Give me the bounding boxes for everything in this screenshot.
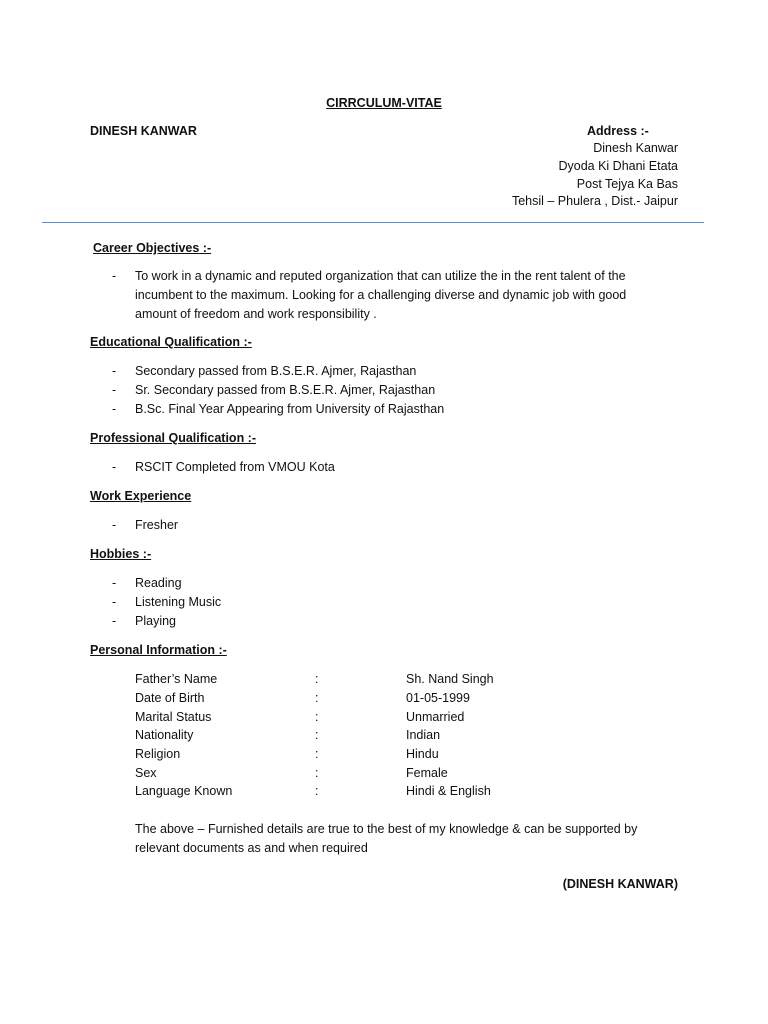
career-objectives-heading [93,241,211,255]
personal-separator: : [315,710,319,724]
personal-value: 01-05-1999 [406,691,470,705]
declaration-line: The above – Furnished details are true to the best of my knowledge & can be supported by [135,822,638,836]
bullet-dash: - [112,576,117,590]
bullet-dash: - [112,595,117,609]
bullet-dash: - [112,402,117,416]
personal-separator: : [315,747,319,761]
personal-separator: : [315,672,319,686]
career-objective-line: To work in a dynamic and reputed organization that can utilize the in the rent talent of the [135,269,626,283]
bullet-dash: - [112,383,117,397]
work-experience-heading: Work Experience [90,489,192,503]
work-experience-item: Fresher [135,518,179,532]
address-line: Dyoda Ki Dhani Etata [558,159,678,173]
personal-value: Unmarried [406,710,465,724]
personal-value: Indian [406,728,441,742]
personal-separator: : [315,728,319,742]
address-line: Dinesh Kanwar [593,141,678,155]
personal-label: Religion [135,747,181,761]
signature: (DINESH KANWAR) [562,877,678,891]
declaration-line: relevant documents as and when required [135,841,368,855]
personal-value: Hindu [406,747,439,761]
hobbies-heading: Hobbies :- [90,547,152,561]
hobby-item: Listening Music [135,595,222,609]
personal-label: Date of Birth [135,691,205,705]
education-item: B.Sc. Final Year Appearing from University of Rajasthan [135,402,445,416]
personal-label: Language Known [135,784,233,798]
address-line: Tehsil – Phulera , Dist.- Jaipur [511,194,678,208]
personal-label: Nationality [135,728,194,742]
education-item: Sr. Secondary passed from B.S.E.R. Ajmer, Rajasthan [135,383,436,397]
bullet-dash: - [112,269,117,283]
address-line: Post Tejya Ka Bas [576,177,678,191]
hobby-item: Reading [135,576,182,590]
header-divider [42,222,704,223]
personal-value: Female [406,766,448,780]
personal-value: Sh. Nand Singh [406,672,494,686]
hobby-item: Playing [135,614,176,628]
personal-information-heading: Personal Information :- [90,643,227,657]
personal-label: Sex [135,766,157,780]
professional-item: RSCIT Completed from VMOU Kota [135,460,335,474]
bullet-dash: - [112,518,117,532]
personal-label: Father’s Name [135,672,218,686]
personal-value: Hindi & English [406,784,491,798]
career-objectives-heading-text: Career Objectives [93,241,200,255]
personal-label: Marital Status [135,710,212,724]
bullet-dash: - [112,364,117,378]
bullet-dash: - [112,460,117,474]
personal-separator: : [315,766,319,780]
education-heading: Educational Qualification :- [90,335,252,349]
bullet-dash: - [112,614,117,628]
education-item: Secondary passed from B.S.E.R. Ajmer, Rajasthan [135,364,417,378]
career-objective-line: amount of freedom and work responsibility . [135,307,377,321]
address-heading: Address :- [587,124,649,138]
professional-heading: Professional Qualification :- [90,431,256,445]
career-objectives-heading-tail: :- [199,241,212,255]
applicant-name: DINESH KANWAR [90,124,197,138]
page-title: CIRRCULUM-VITAE [326,96,442,110]
career-objective-line: incumbent to the maximum. Looking for a challenging diverse and dynamic job with good [135,288,627,302]
personal-separator: : [315,784,319,798]
personal-separator: : [315,691,319,705]
